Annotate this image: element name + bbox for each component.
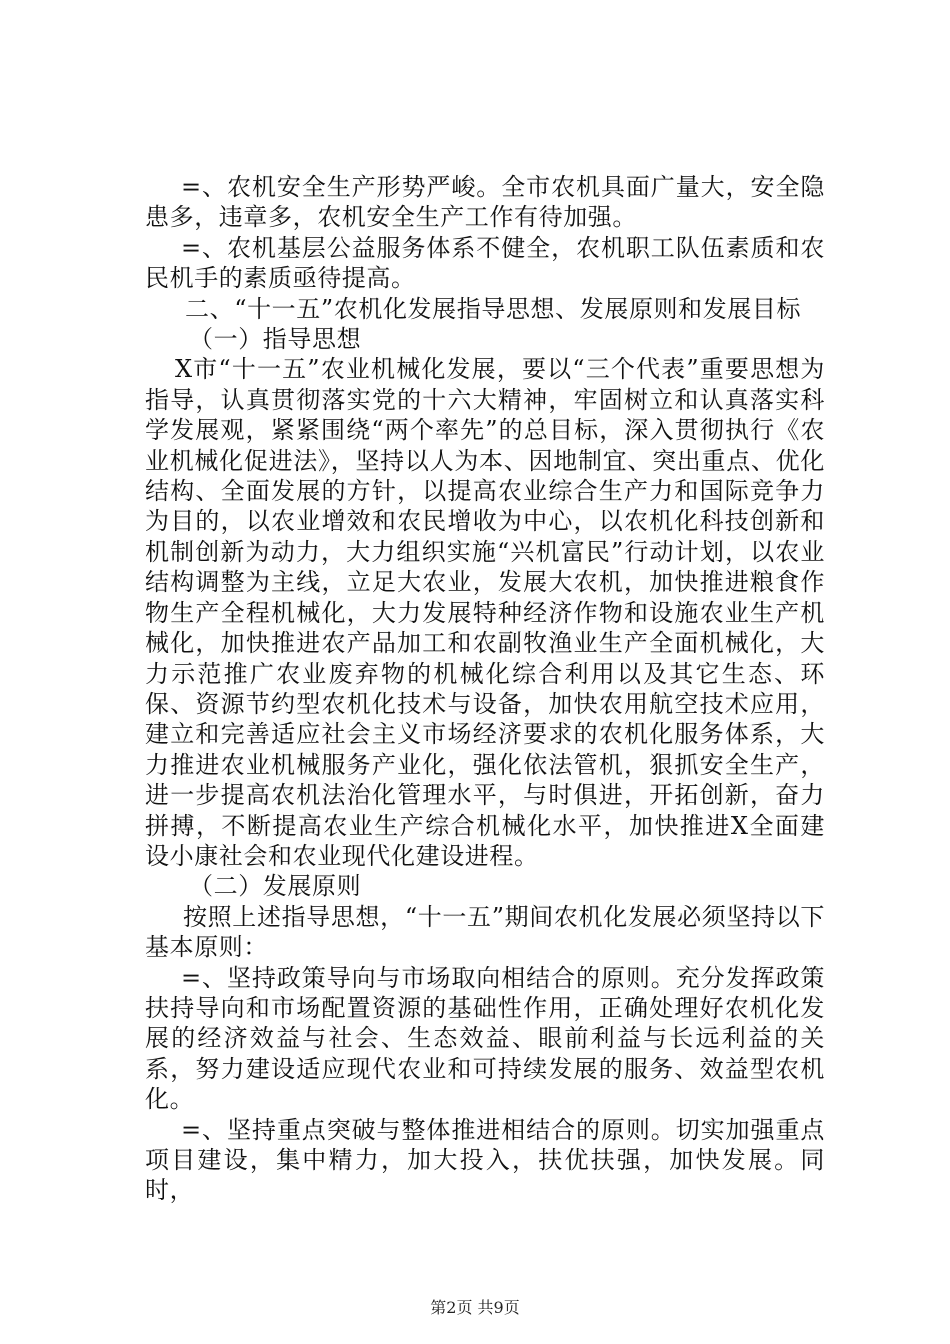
paragraph-principles-intro: 按照上述指导思想，“十一五”期间农机化发展必须坚持以下基本原则： (145, 902, 825, 962)
subheading-guiding-thought: （一）指导思想 (189, 325, 362, 354)
paragraph-principle-key-breakthrough: =、坚持重点突破与整体推进相结合的原则。切实加强重点项目建设，集中精力，加大投入，扶优扶强，加快发展。同时， (145, 1115, 825, 1205)
section-heading-guiding-principles: 二、“十一五”农机化发展指导思想、发展原则和发展目标 (185, 294, 802, 323)
paragraph-principle-policy-market: =、坚持政策导向与市场取向相结合的原则。充分发挥政策扶持导向和市场配置资源的基础性作用，正确处理好农机化发展的经济效益与社会、生态效益、眼前利益与长远利益的关系，努力建设适应现代农业和可持续发展的服务、效益型农机化。 (145, 963, 825, 1114)
page-number-footer: 第2页 共9页 (430, 1298, 520, 1317)
subheading-development-principles: （二）发展原则 (189, 872, 362, 901)
paragraph-safety-situation: =、农机安全生产形势严峻。全市农机具面广量大，安全隐患多，违章多，农机安全生产工作有待加强。 (145, 173, 825, 232)
document-body (145, 172, 825, 1206)
paragraph-guiding-thought: X市“十一五”农业机械化发展，要以“三个代表”重要思想为指导，认真贯彻落实党的十六大精神，牢固树立和认真落实科学发展观，紧紧围绕“两个率先”的总目标，深入贯彻执行《农业机械化促进法》，坚持以人为本、因地制宜、突出重点、优化结构、全面发展的方针，以提高农业综合生产力和国际竞争力为目的，以农业增效和农民增收为中心，以农机化科技创新和机制创新为动力，大力组织实施“兴机富民”行动计划，以农业结构调整为主线，立足大农业，发展大农机，加快推进粮食作物生产全程机械化，大力发展特种经济作物和设施农业生产机械化，加快推进农产品加工和农副牧渔业生产全面机械化，大力示范推广农业废弃物的机械化综合利用以及其它生态、环保、资源节约型农机化技术与设备，加快农用航空技术应用，建立和完善适应社会主义市场经济要求的农机化服务体系，大力推进农业机械服务产业化，强化依法管机，狠抓安全生产，进一步提高农机法治化管理水平，与时俱进，开拓创新，奋力拼搏，不断提高农业生产综合机械化水平，加快推进X全面建设小康社会和农业现代化建设进程。 (145, 355, 825, 870)
paragraph-service-system: =、农机基层公益服务体系不健全，农机职工队伍素质和农民机手的素质亟待提高。 (145, 233, 825, 293)
